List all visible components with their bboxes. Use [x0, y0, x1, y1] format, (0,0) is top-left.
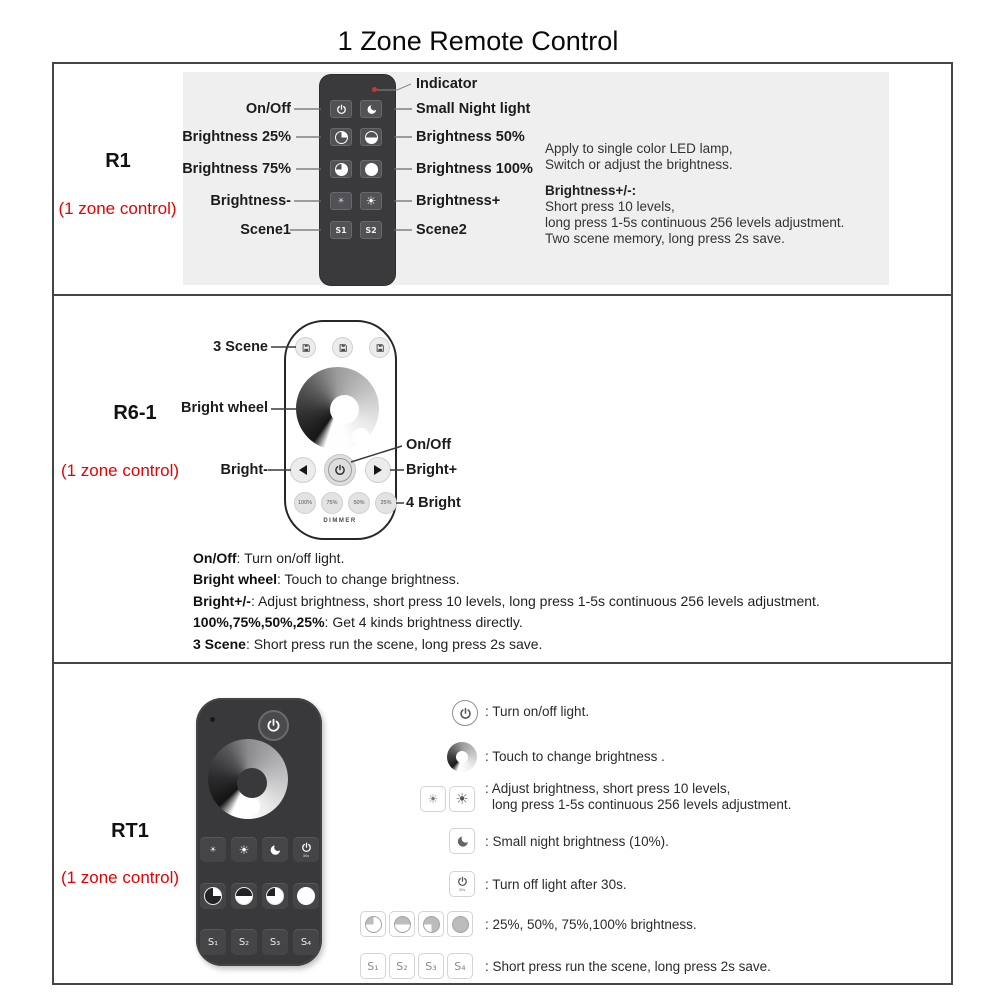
- callout-bright-minus: Bright-: [220, 462, 268, 478]
- r1-desc-line4: long press 1-5s continuous 256 levels adjustment.: [545, 215, 845, 230]
- rt1-model-name: RT1: [111, 820, 149, 842]
- callout-brightness-minus: Brightness-: [210, 193, 291, 209]
- callout-scene1: Scene1: [240, 222, 291, 238]
- callout-brightness100: Brightness 100%: [416, 161, 533, 177]
- scene-button-label: S₁: [207, 936, 219, 948]
- callout-onoff: On/Off: [245, 101, 291, 117]
- legend-text-wheel: : Touch to change brightness .: [485, 749, 665, 764]
- scene-button-label: S₄: [300, 936, 312, 948]
- feature-term: Bright+/-: [193, 593, 251, 609]
- sun-dim-icon: ☀: [337, 196, 345, 205]
- feature-term: Bright wheel: [193, 571, 278, 587]
- timer-label: 30s: [302, 852, 310, 858]
- scene-button-label: S₂: [238, 936, 250, 948]
- r1-desc-line3: Short press 10 levels,: [545, 199, 675, 214]
- sun-dim-icon: ☀: [427, 792, 439, 806]
- r6-model-name: R6-1: [113, 402, 157, 424]
- r1-desc-line2: Switch or adjust the brightness.: [545, 157, 733, 172]
- callout-brightness-plus: Brightness+: [416, 193, 501, 209]
- feature-text: : Touch to change brightness.: [277, 571, 460, 587]
- r1-model-name: R1: [105, 150, 131, 172]
- callout-brightness75: Brightness 75%: [182, 161, 291, 177]
- pct-label: 50%: [353, 500, 365, 506]
- sun-bright-icon: ☀: [238, 842, 250, 857]
- feature-text: : Turn on/off light.: [236, 550, 345, 566]
- callout-3scene: 3 Scene: [213, 339, 268, 355]
- callout-bright-wheel: Bright wheel: [180, 400, 268, 416]
- sun-dim-icon: ☀: [209, 844, 217, 854]
- callout-nightlight: Small Night light: [416, 101, 531, 117]
- r1-desc-line5: Two scene memory, long press 2s save.: [545, 231, 785, 246]
- callout-indicator: Indicator: [416, 76, 478, 92]
- rt1-zone-label: (1 zone control): [60, 868, 180, 887]
- r6-zone-label: (1 zone control): [60, 461, 180, 480]
- timer-label: 30s: [458, 887, 466, 892]
- scene1-button-label: S1: [335, 225, 347, 235]
- pct-label: 25%: [380, 500, 392, 506]
- sun-bright-icon: ☀: [365, 194, 377, 208]
- scene2-button-label: S2: [365, 225, 377, 235]
- feature-term: 3 Scene: [193, 636, 246, 652]
- callout-4bright: 4 Bright: [406, 495, 461, 511]
- callout-brightness25: Brightness 25%: [182, 129, 291, 145]
- feature-text: : Adjust brightness, short press 10 levels, long press 1-5s continuous 256 levels adjustment.: [250, 593, 820, 609]
- scene-button-label: S₂: [396, 959, 408, 973]
- callout-scene2: Scene2: [416, 222, 467, 238]
- legend-text-night: : Small night brightness (10%).: [485, 834, 669, 849]
- feature-text: : Short press run the scene, long press 2s save.: [245, 636, 543, 652]
- legend-text-onoff: : Turn on/off light.: [485, 704, 590, 719]
- scene-button-label: S₄: [454, 959, 466, 973]
- pct-label: 100%: [297, 500, 313, 506]
- page-title: 1 Zone Remote Control: [337, 26, 619, 56]
- callout-r6-onoff: On/Off: [406, 437, 452, 453]
- callout-brightness50: Brightness 50%: [416, 129, 525, 145]
- callout-bright-plus: Bright+: [406, 462, 458, 478]
- sun-bright-icon: ☀: [455, 789, 469, 808]
- legend-text-30s: : Turn off light after 30s.: [485, 877, 627, 892]
- scene-button-label: S₃: [269, 936, 281, 948]
- scene-button-label: S₁: [367, 959, 379, 973]
- pct-label: 75%: [326, 500, 338, 506]
- scene-button-label: S₃: [425, 959, 437, 973]
- legend-text-adjust-1: : Adjust brightness, short press 10 levels,: [485, 781, 731, 796]
- legend-text-adjust-2: long press 1-5s continuous 256 levels adjustment.: [492, 797, 792, 812]
- r1-zone-label: (1 zone control): [58, 199, 177, 218]
- feature-text: : Get 4 kinds brightness directly.: [324, 614, 523, 630]
- legend-text-pct: : 25%, 50%, 75%,100% brightness.: [485, 917, 697, 932]
- r1-desc-heading: Brightness+/-:: [545, 183, 637, 198]
- feature-term: On/Off: [193, 550, 237, 566]
- legend-text-scene: : Short press run the scene, long press 2s save.: [485, 959, 771, 974]
- r1-desc-line1: Apply to single color LED lamp,: [545, 141, 733, 156]
- dimmer-brand-label: DIMMER: [323, 518, 357, 524]
- feature-term: 100%,75%,50%,25%: [193, 614, 325, 630]
